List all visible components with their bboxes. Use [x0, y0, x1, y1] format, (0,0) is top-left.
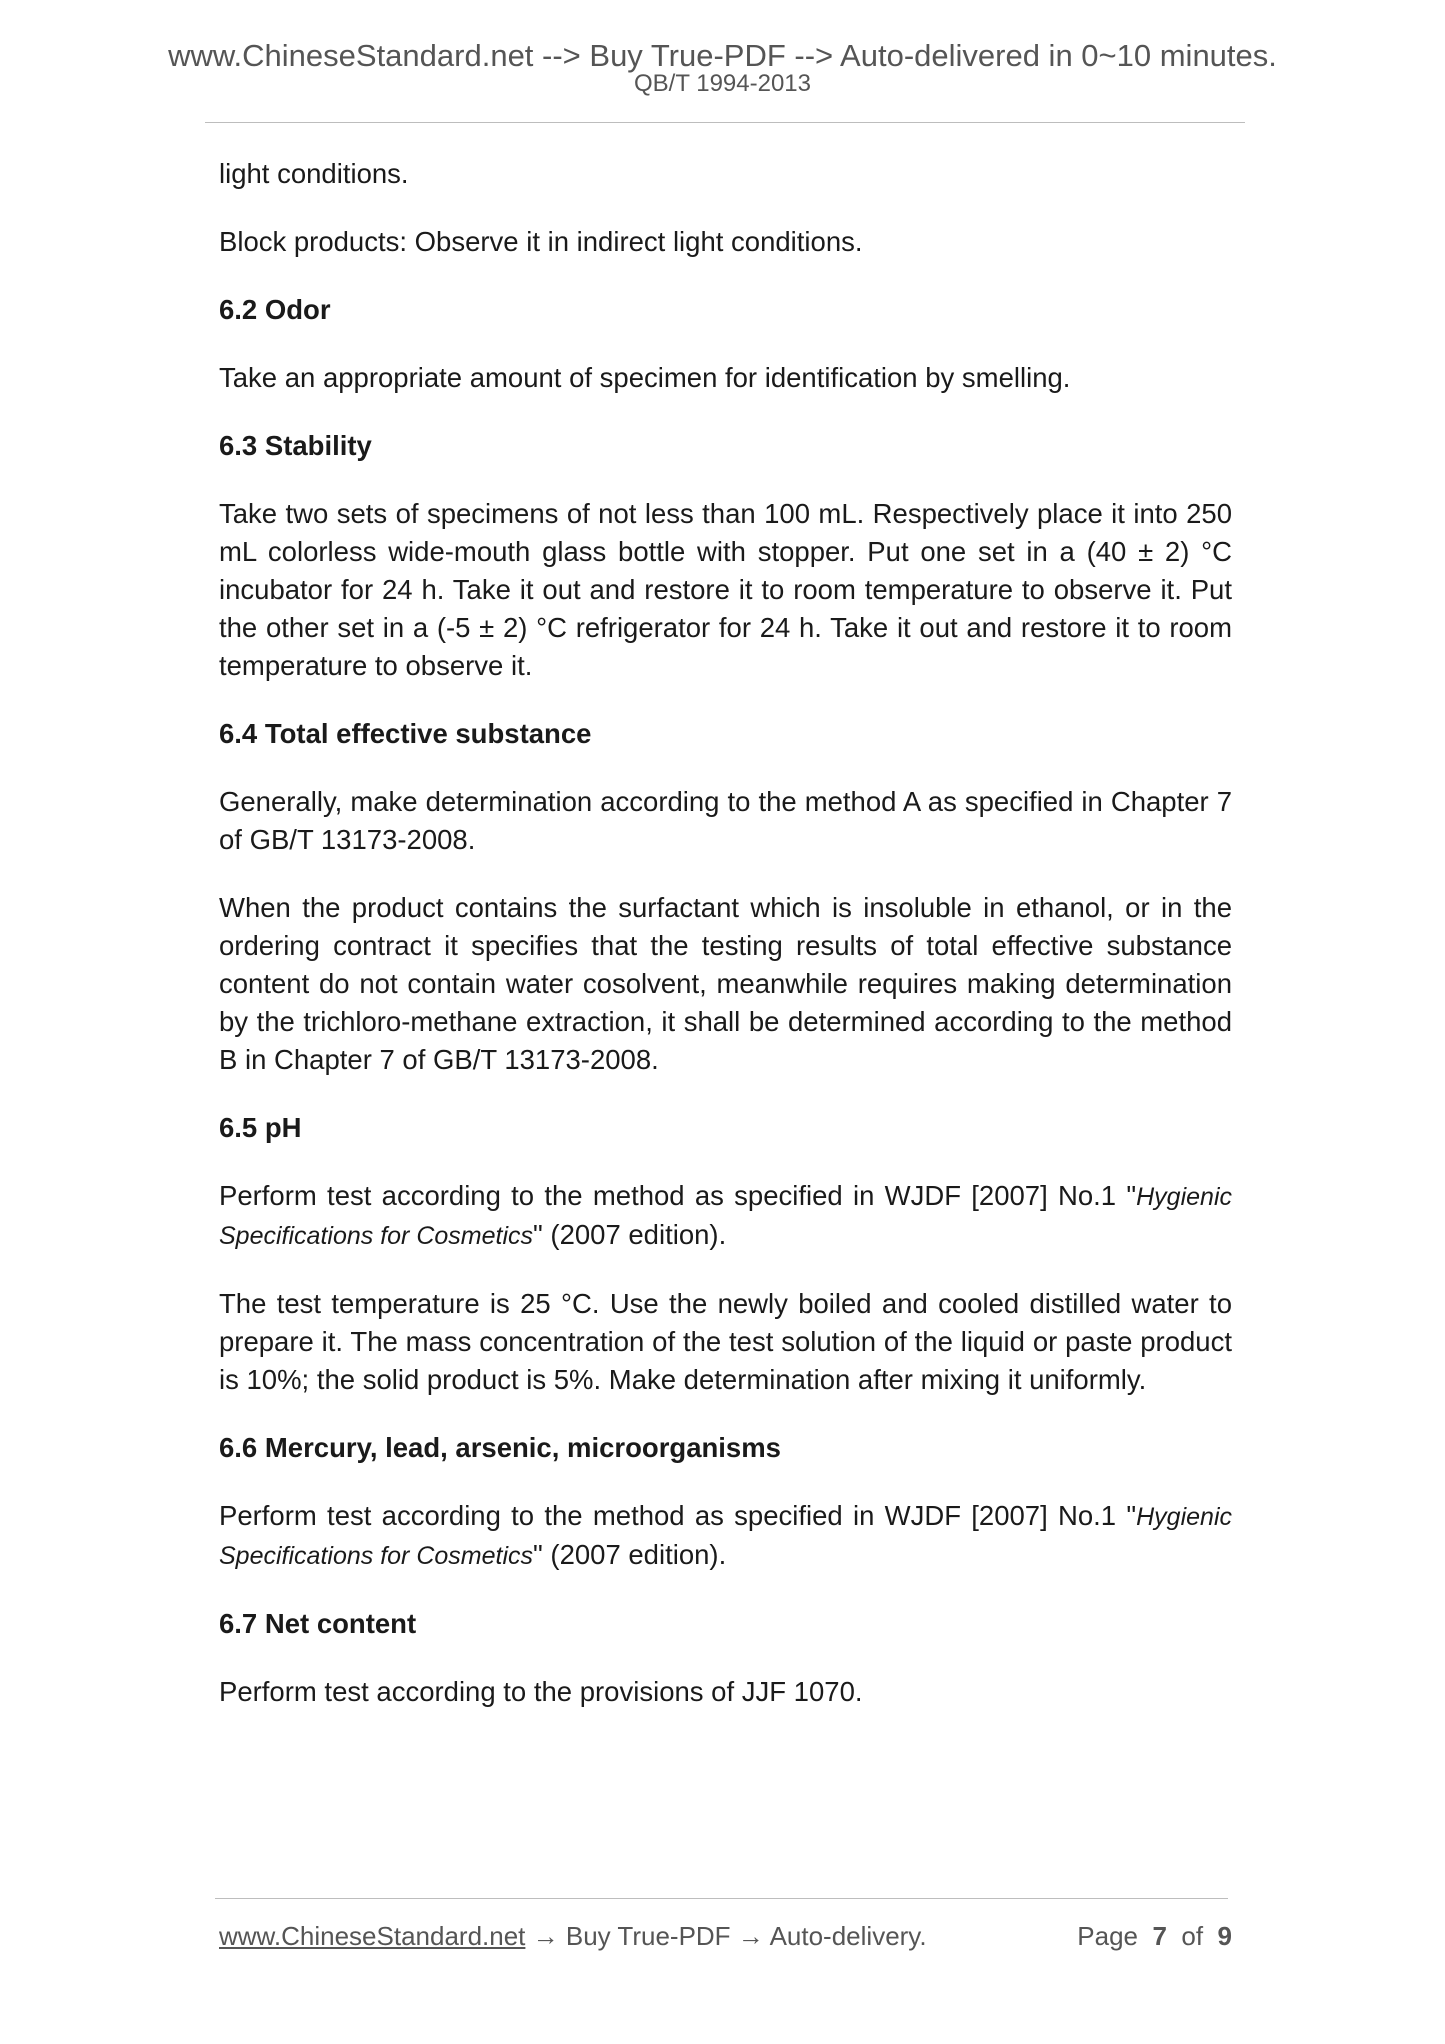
text-span: Perform test according to the method as specified in WJDF [2007] No.1 " [219, 1500, 1137, 1531]
of-label: of [1181, 1921, 1204, 1951]
paragraph-light-conditions: light conditions. [219, 158, 409, 189]
paragraph-6-2: Take an appropriate amount of specimen for identification by smelling. [219, 362, 1071, 393]
page-header [0, 38, 1445, 96]
page-number: 7 [1152, 1921, 1167, 1951]
footer-divider [215, 1898, 1228, 1899]
heading-6-5-ph: 6.5 pH [219, 1112, 302, 1143]
heading-6-3-stability: 6.3 Stability [219, 430, 372, 461]
paragraph-6-4-b: When the product contains the surfactant which is insoluble in ethanol, or in the ordering contract it specifies that the testing results of total effective substance content do not contain water cosolvent, meanwhile requires making determination by the trichloro-methane extraction, it shall be determined according to the method B in Chapter 7 of GB/T 13173-2008. [219, 892, 1232, 1075]
heading-6-6-mercury-lead: 6.6 Mercury, lead, arsenic, microorganisms [219, 1432, 781, 1463]
heading-6-7-net-content: 6.7 Net content [219, 1608, 417, 1639]
paragraph-6-4-a: Generally, make determination according to the method A as specified in Chapter 7 of GB/T 13173-2008. [219, 786, 1232, 855]
page-total: 9 [1217, 1921, 1232, 1951]
document-body [219, 155, 1232, 1741]
header-banner: www.ChineseStandard.net --> Buy True-PDF --> Auto-delivered in 0~10 minutes. [168, 38, 1277, 73]
text-span: " (2007 edition). [533, 1539, 727, 1570]
footer-site-link[interactable]: www.ChineseStandard.net [219, 1921, 526, 1951]
text-span: Perform test according to the method as specified in WJDF [2007] No.1 " [219, 1180, 1137, 1211]
citation-title: Hygienic Specifications for Cosmetics [219, 1183, 1232, 1250]
heading-6-4-total-effective-substance: 6.4 Total effective substance [219, 718, 592, 749]
paragraph-6-6 [219, 1497, 1232, 1575]
footer-left [219, 1920, 927, 1952]
header-divider [205, 122, 1245, 123]
page-label: Page [1077, 1921, 1139, 1951]
standard-code: QB/T 1994-2013 [633, 70, 811, 97]
citation-title: Hygienic Specifications for Cosmetics [219, 1503, 1232, 1570]
page-indicator [1077, 1920, 1232, 1952]
page-footer [219, 1920, 1232, 1952]
paragraph-6-7: Perform test according to the provisions of JJF 1070. [219, 1676, 863, 1707]
paragraph-6-5-b: The test temperature is 25 °C. Use the newly boiled and cooled distilled water to prepare it. The mass concentration of the test solution of the liquid or paste product is 10%; the solid product is 5%. Make determination after mixing it uniformly. [219, 1288, 1232, 1395]
heading-6-2-odor: 6.2 Odor [219, 294, 331, 325]
paragraph-block-products: Block products: Observe it in indirect light conditions. [219, 226, 863, 257]
footer-tagline: → Buy True-PDF → Auto-delivery. [525, 1921, 927, 1951]
paragraph-6-5-a [219, 1177, 1232, 1255]
paragraph-6-3: Take two sets of specimens of not less than 100 mL. Respectively place it into 250 mL colorless wide-mouth glass bottle with stopper. Put one set in a (40 ± 2) °C incubator for 24 h. Take it out and restore it to room temperature to observe it. Put the other set in a (-5 ± 2) °C refrigerator for 24 h. Take it out and restore it to room temperature to observe it. [219, 498, 1232, 681]
text-span: " (2007 edition). [533, 1219, 727, 1250]
